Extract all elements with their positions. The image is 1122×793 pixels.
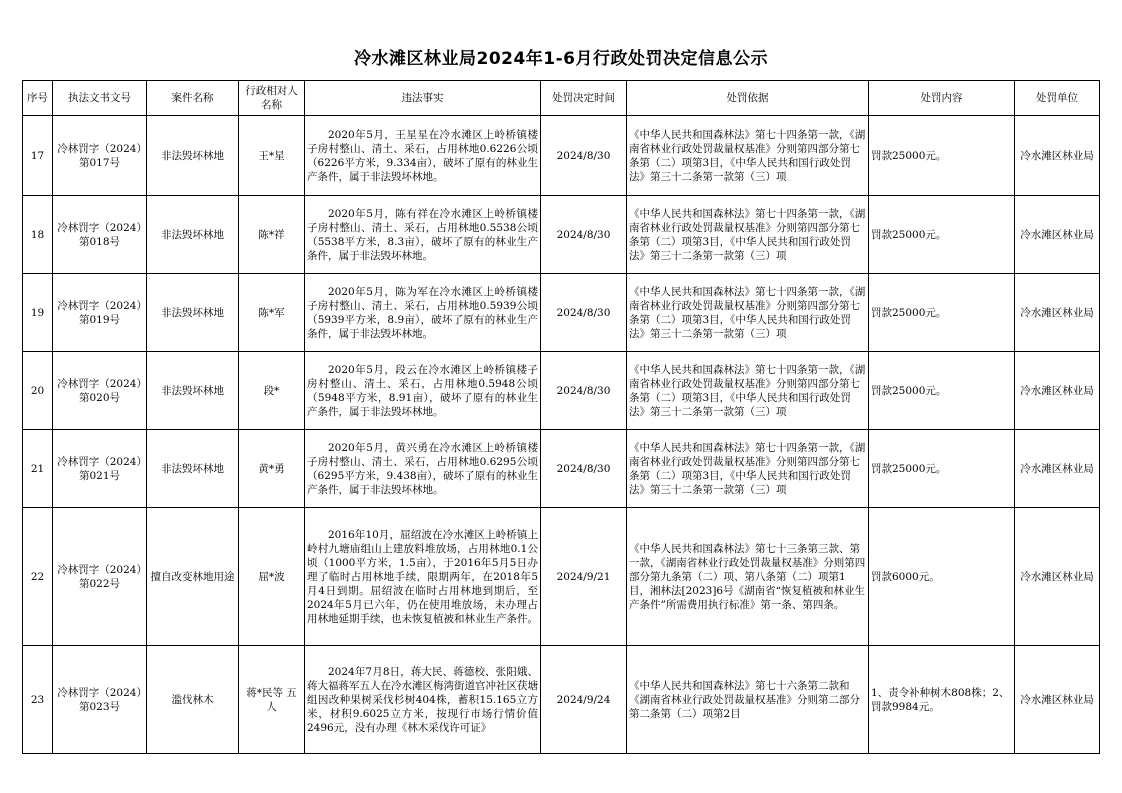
header-facts: 违法事实 [305, 81, 541, 116]
cell-doc-no: 冷林罚字（2024）第018号 [53, 196, 147, 274]
cell-unit: 冷水滩区林业局 [1015, 352, 1100, 430]
header-case-name: 案件名称 [147, 81, 239, 116]
cell-date: 2024/9/24 [541, 646, 627, 754]
cell-facts: 2020年5月，陈为军在冷水滩区上岭桥镇楼子房村整山、清土、采石，占用林地0.5939公顷（5939平方米，8.9亩），破坏了原有的林业生产条件，属于非法毁坏林地。 [305, 274, 541, 352]
cell-seq: 21 [23, 430, 53, 508]
cell-penalty: 罚款25000元。 [869, 430, 1015, 508]
cell-case-name: 滥伐林木 [147, 646, 239, 754]
cell-basis: 《中华人民共和国森林法》第七十四条第一款，《湖南省林业行政处罚裁量权基准》分则第四部分第七条第（二）项第3目，《中华人民共和国行政处罚法》第三十二条第一款第（三）项 [627, 116, 869, 196]
cell-unit: 冷水滩区林业局 [1015, 116, 1100, 196]
cell-doc-no: 冷林罚字（2024）第017号 [53, 116, 147, 196]
cell-unit: 冷水滩区林业局 [1015, 430, 1100, 508]
page-title: 冷水滩区林业局2024年1-6月行政处罚决定信息公示 [353, 49, 769, 69]
cell-case-name: 非法毁坏林地 [147, 352, 239, 430]
header-basis: 处罚依据 [627, 81, 869, 116]
cell-party: 王*星 [239, 116, 305, 196]
cell-case-name: 非法毁坏林地 [147, 116, 239, 196]
cell-unit: 冷水滩区林业局 [1015, 196, 1100, 274]
cell-party: 黄*勇 [239, 430, 305, 508]
cell-party: 屈*波 [239, 508, 305, 646]
header-unit: 处罚单位 [1015, 81, 1100, 116]
cell-seq: 19 [23, 274, 53, 352]
table-row [23, 196, 1100, 274]
cell-date: 2024/8/30 [541, 196, 627, 274]
cell-case-name: 非法毁坏林地 [147, 430, 239, 508]
header-party: 行政相对人名称 [239, 81, 305, 116]
cell-doc-no: 冷林罚字（2024）第020号 [53, 352, 147, 430]
penalty-table [22, 80, 1100, 754]
cell-unit: 冷水滩区林业局 [1015, 508, 1100, 646]
cell-doc-no: 冷林罚字（2024）第019号 [53, 274, 147, 352]
cell-basis: 《中华人民共和国森林法》第七十四条第一款，《湖南省林业行政处罚裁量权基准》分则第四部分第七条第（二）项第3目，《中华人民共和国行政处罚法》第三十二条第一款第（三）项 [627, 430, 869, 508]
cell-seq: 17 [23, 116, 53, 196]
cell-facts: 2016年10月，屈绍波在冷水滩区上岭桥镇上岭村九塘庙组山上建放料堆放场，占用林地0.1公顷（1000平方米，1.5亩），于2016年5月5日办理了临时占用林地手续，限期两年，在2018年5月4日到期。屈绍波在临时占用林地到期后，至2024年5月已六年，仍在使用堆放场，未办理占用林地延期手续，也未恢复植被和林业生产条件。 [305, 508, 541, 646]
cell-date: 2024/8/30 [541, 430, 627, 508]
cell-date: 2024/9/21 [541, 508, 627, 646]
header-seq: 序号 [23, 81, 53, 116]
table-row [23, 430, 1100, 508]
cell-penalty: 罚款25000元。 [869, 116, 1015, 196]
header-date: 处罚决定时间 [541, 81, 627, 116]
table-row [23, 274, 1100, 352]
header-doc-no: 执法文书文号 [53, 81, 147, 116]
table-row [23, 116, 1100, 196]
table-row [23, 508, 1100, 646]
table-row [23, 646, 1100, 754]
cell-case-name: 非法毁坏林地 [147, 274, 239, 352]
cell-basis: 《中华人民共和国森林法》第七十四条第一款，《湖南省林业行政处罚裁量权基准》分则第四部分第七条第（二）项第3目，《中华人民共和国行政处罚法》第三十二条第一款第（三）项 [627, 352, 869, 430]
cell-unit: 冷水滩区林业局 [1015, 646, 1100, 754]
cell-basis: 《中华人民共和国森林法》第七十六条第二款和《湖南省林业行政处罚裁量权基准》分则第二部分第二条第（二）项第2目 [627, 646, 869, 754]
cell-penalty: 罚款25000元。 [869, 352, 1015, 430]
cell-party: 蒋*民等 五人 [239, 646, 305, 754]
cell-facts: 2020年5月，段云在冷水滩区上岭桥镇楼子房村整山、清土、采石，占用林地0.5948公顷（5948平方米，8.91亩），破坏了原有的林业生产条件，属于非法毁坏林地。 [305, 352, 541, 430]
cell-doc-no: 冷林罚字（2024）第023号 [53, 646, 147, 754]
cell-seq: 22 [23, 508, 53, 646]
cell-facts: 2020年5月，黄兴勇在冷水滩区上岭桥镇楼子房村整山、清土、采石，占用林地0.6295公顷（6295平方米，9.438亩），破坏了原有的林业生产条件，属于非法毁坏林地。 [305, 430, 541, 508]
cell-penalty: 罚款25000元。 [869, 274, 1015, 352]
header-penalty: 处罚内容 [869, 81, 1015, 116]
cell-party: 陈*祥 [239, 196, 305, 274]
table-row [23, 352, 1100, 430]
cell-doc-no: 冷林罚字（2024）第021号 [53, 430, 147, 508]
cell-basis: 《中华人民共和国森林法》第七十三条第三款、第一款，《湖南省林业行政处罚裁量权基准》分则第四部分第九条第（二）项、第八条第（二）项第1目，湘林法[2023]6号《湖南省“恢复植被和林业生产条件”所需费用执行标准》第一条、第四条。 [627, 508, 869, 646]
table-header-row [23, 81, 1100, 116]
cell-penalty: 罚款25000元。 [869, 196, 1015, 274]
cell-party: 段* [239, 352, 305, 430]
cell-unit: 冷水滩区林业局 [1015, 274, 1100, 352]
cell-penalty: 罚款6000元。 [869, 508, 1015, 646]
cell-date: 2024/8/30 [541, 116, 627, 196]
cell-date: 2024/8/30 [541, 274, 627, 352]
cell-seq: 20 [23, 352, 53, 430]
cell-case-name: 擅自改变林地用途 [147, 508, 239, 646]
cell-seq: 18 [23, 196, 53, 274]
cell-date: 2024/8/30 [541, 352, 627, 430]
cell-case-name: 非法毁坏林地 [147, 196, 239, 274]
cell-facts: 2024年7月8日，蒋大民、蒋德校、张阳娥、蒋大福蒋军五人在冷水滩区梅湾街道官冲社区茯塘组因改种果树采伐杉树404株，蓄积15.165立方米，材积9.6025立方米，按现行市场行情价值2496元，没有办理《林木采伐许可证》 [305, 646, 541, 754]
cell-party: 陈*军 [239, 274, 305, 352]
cell-basis: 《中华人民共和国森林法》第七十四条第一款，《湖南省林业行政处罚裁量权基准》分则第四部分第七条第（二）项第3目，《中华人民共和国行政处罚法》第三十二条第一款第（三）项 [627, 274, 869, 352]
cell-penalty: 1、责令补种树木808株；2、罚款9984元。 [869, 646, 1015, 754]
cell-facts: 2020年5月，王星星在冷水滩区上岭桥镇楼子房村整山、清土、采石，占用林地0.6226公顷（6226平方米，9.334亩），破坏了原有的林业生产条件，属于非法毁坏林地。 [305, 116, 541, 196]
cell-seq: 23 [23, 646, 53, 754]
cell-basis: 《中华人民共和国森林法》第七十四条第一款，《湖南省林业行政处罚裁量权基准》分则第四部分第七条第（二）项第3目，《中华人民共和国行政处罚法》第三十二条第一款第（三）项 [627, 196, 869, 274]
cell-facts: 2020年5月，陈有祥在冷水滩区上岭桥镇楼子房村整山、清土、采石，占用林地0.5538公顷（5538平方米，8.3亩），破坏了原有的林业生产条件，属于非法毁坏林地。 [305, 196, 541, 274]
cell-doc-no: 冷林罚字（2024）第022号 [53, 508, 147, 646]
